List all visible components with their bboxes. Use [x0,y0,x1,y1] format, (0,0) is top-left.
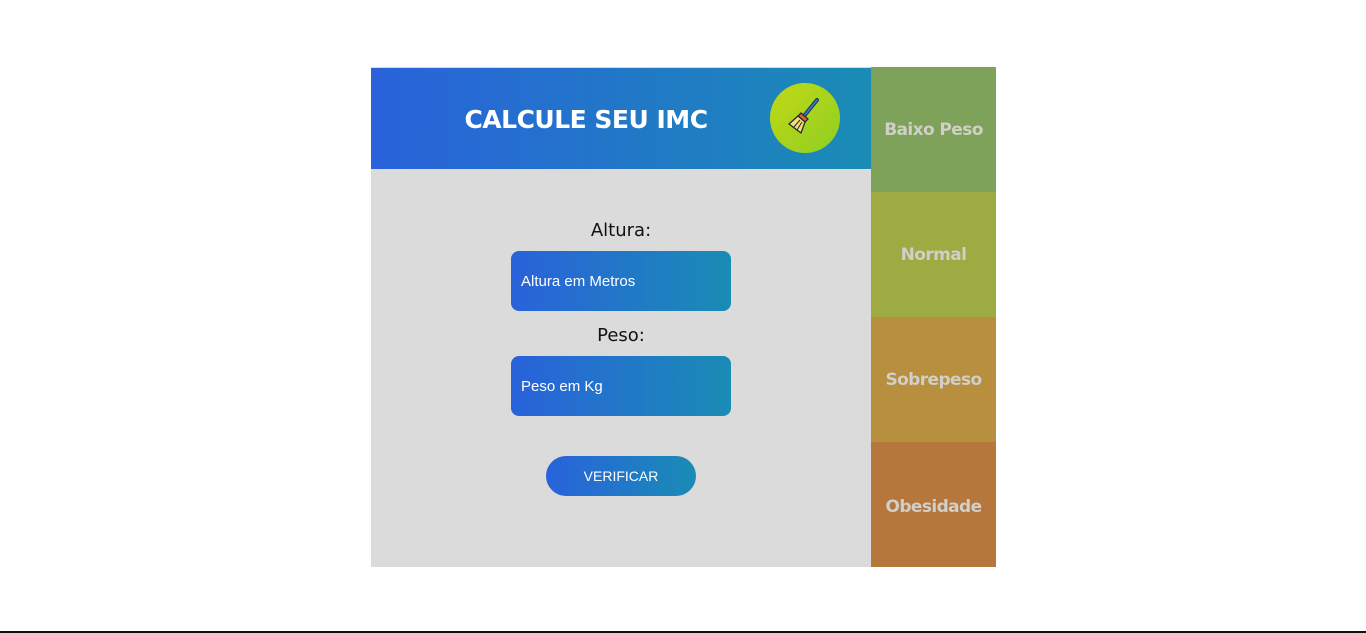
imc-categories [871,67,996,567]
imc-calculator [371,67,996,567]
category-sobrepeso: Sobrepeso [871,317,996,442]
imc-form [371,169,871,567]
weight-label: Peso: [597,325,645,346]
height-label: Altura: [590,220,652,241]
calculator-panel [371,67,871,567]
page-title: CALCULE SEU IMC [464,105,708,134]
height-input[interactable] [511,251,731,311]
category-baixo-peso: Baixo Peso [871,67,996,192]
header [371,68,871,169]
category-obesidade: Obesidade [871,442,996,567]
category-normal: Normal [871,192,996,317]
weight-input[interactable] [511,356,731,416]
verify-button[interactable]: VERIFICAR [546,456,696,496]
clear-button[interactable] [770,83,840,153]
broom-icon [787,97,823,140]
